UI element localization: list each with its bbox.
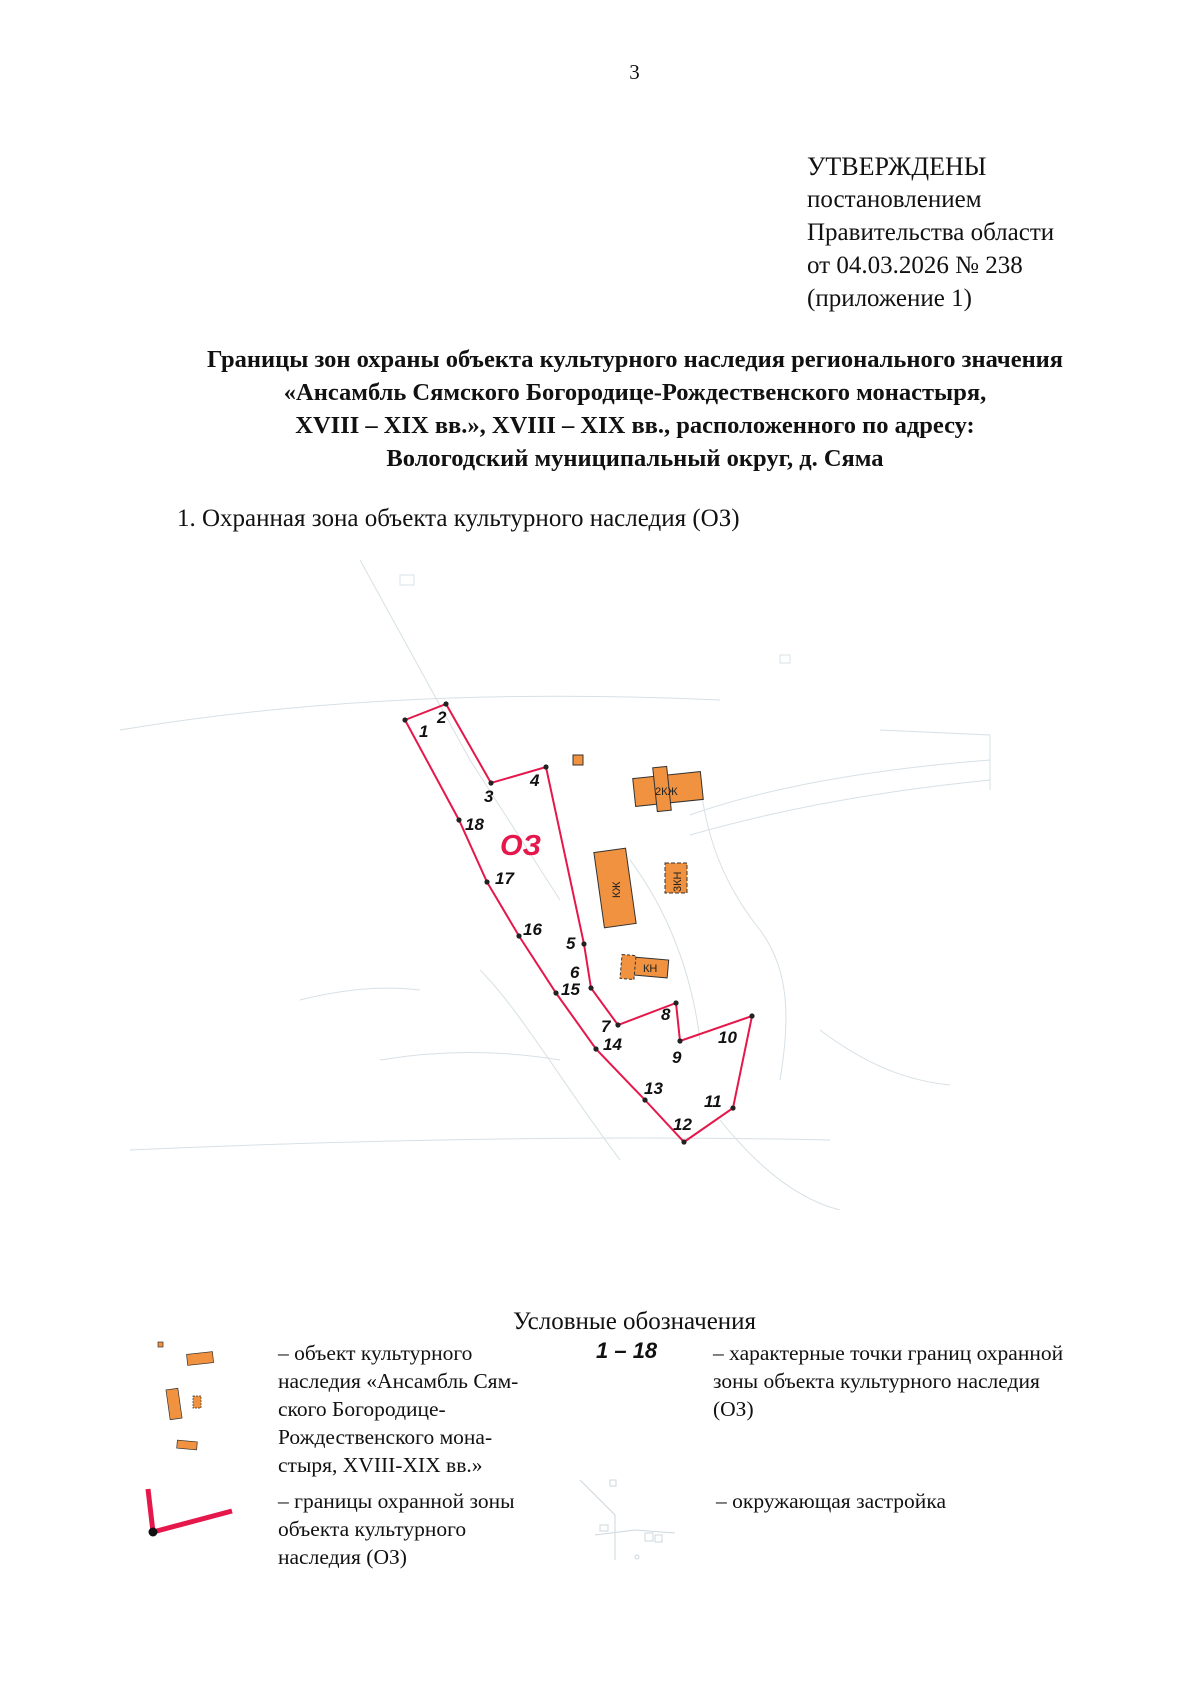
point-label-11: 11 xyxy=(704,1092,722,1111)
building-label-3kn: 3КН xyxy=(672,871,684,892)
building-kn xyxy=(620,954,669,979)
point-label-14: 14 xyxy=(603,1035,622,1054)
point-label-6: 6 xyxy=(570,963,580,982)
point-label-13: 13 xyxy=(644,1079,663,1098)
point-label-16: 16 xyxy=(523,920,542,939)
heritage-object-legend-icon xyxy=(150,1340,240,1460)
point-label-5: 5 xyxy=(566,934,576,953)
legend-points-range: 1 – 18 xyxy=(596,1338,658,1363)
protection-zone-map xyxy=(0,530,1200,1210)
point-label-2: 2 xyxy=(437,708,447,727)
approval-line-3: Правительства области xyxy=(807,219,1055,246)
building-label-2kzh: 2КЖ xyxy=(655,786,678,798)
title-line-1: Границы зон охраны объекта культурного наследия регионального значения xyxy=(206,346,1064,373)
approval-line-5: (приложение 1) xyxy=(807,285,972,312)
building-2kzh xyxy=(633,766,704,811)
point-label-10: 10 xyxy=(718,1028,737,1047)
legend-heritage-line-1: – объект культурного xyxy=(278,1341,473,1365)
surroundings-legend-icon xyxy=(575,1475,685,1565)
legend-title: Условные обозначения xyxy=(512,1308,757,1335)
legend-boundary-line-2: объекта культурного xyxy=(278,1517,467,1541)
section-heading: 1. Охранная зона объекта культурного наследия (ОЗ) xyxy=(177,505,740,532)
approval-line-2: постановлением xyxy=(807,186,982,213)
legend-heritage-line-4: Рождественского мона- xyxy=(278,1425,493,1449)
point-label-4: 4 xyxy=(530,771,540,790)
building-small xyxy=(573,755,583,765)
document-title xyxy=(110,343,1160,475)
point-label-17: 17 xyxy=(495,869,514,888)
legend-points-line-3: (ОЗ) xyxy=(713,1397,754,1421)
legend-points-text xyxy=(713,1339,1063,1423)
legend-points-line-2: зоны объекта культурного наследия xyxy=(713,1369,1040,1393)
building-3kn xyxy=(665,863,687,893)
point-label-8: 8 xyxy=(661,1005,671,1024)
building-label-kn: КН xyxy=(643,963,658,975)
building-label-kzh: КЖ xyxy=(611,881,623,898)
building-kzh xyxy=(594,848,636,928)
legend-boundary-line-1: – границы охранной зоны xyxy=(278,1489,515,1513)
legend-heritage-line-3: ского Богородице- xyxy=(278,1397,446,1421)
point-label-15: 15 xyxy=(561,980,580,999)
legend-heritage-line-5: стыря, XVIII-XIX вв.» xyxy=(278,1453,483,1477)
zone-label: ОЗ xyxy=(500,830,542,862)
surrounding-buildings xyxy=(120,560,990,1210)
title-line-3: XVIII – XIX вв.», XVIII – XIX вв., расположенного по адресу: xyxy=(295,412,975,439)
legend-boundary-text xyxy=(278,1487,515,1571)
approval-line-4: от 04.03.2026 № 238 xyxy=(807,252,1023,279)
point-label-7: 7 xyxy=(601,1017,611,1036)
page-number: 3 xyxy=(629,60,640,84)
approval-line-1: УТВЕРЖДЕНЫ xyxy=(807,152,987,181)
point-label-18: 18 xyxy=(465,815,484,834)
title-line-2: «Ансамбль Сямского Богородице-Рождественского монастыря, xyxy=(283,379,987,406)
point-label-9: 9 xyxy=(672,1048,682,1067)
protection-zone-boundary xyxy=(405,704,752,1142)
point-label-3: 3 xyxy=(484,787,494,806)
point-label-12: 12 xyxy=(673,1115,692,1134)
legend-points-line-1: – характерные точки границ охранной xyxy=(713,1341,1064,1365)
heritage-buildings xyxy=(573,755,703,980)
boundary-legend-icon xyxy=(140,1485,240,1545)
title-line-4: Вологодский муниципальный округ, д. Сяма xyxy=(386,445,884,472)
legend-surroundings-text: – окружающая застройка xyxy=(716,1489,946,1513)
approval-block xyxy=(807,150,1054,315)
legend-heritage-line-2: наследия «Ансамбль Сям- xyxy=(278,1369,519,1393)
legend-heritage-text xyxy=(278,1339,518,1479)
legend-boundary-line-3: наследия (ОЗ) xyxy=(278,1545,407,1569)
point-label-1: 1 xyxy=(419,722,429,741)
